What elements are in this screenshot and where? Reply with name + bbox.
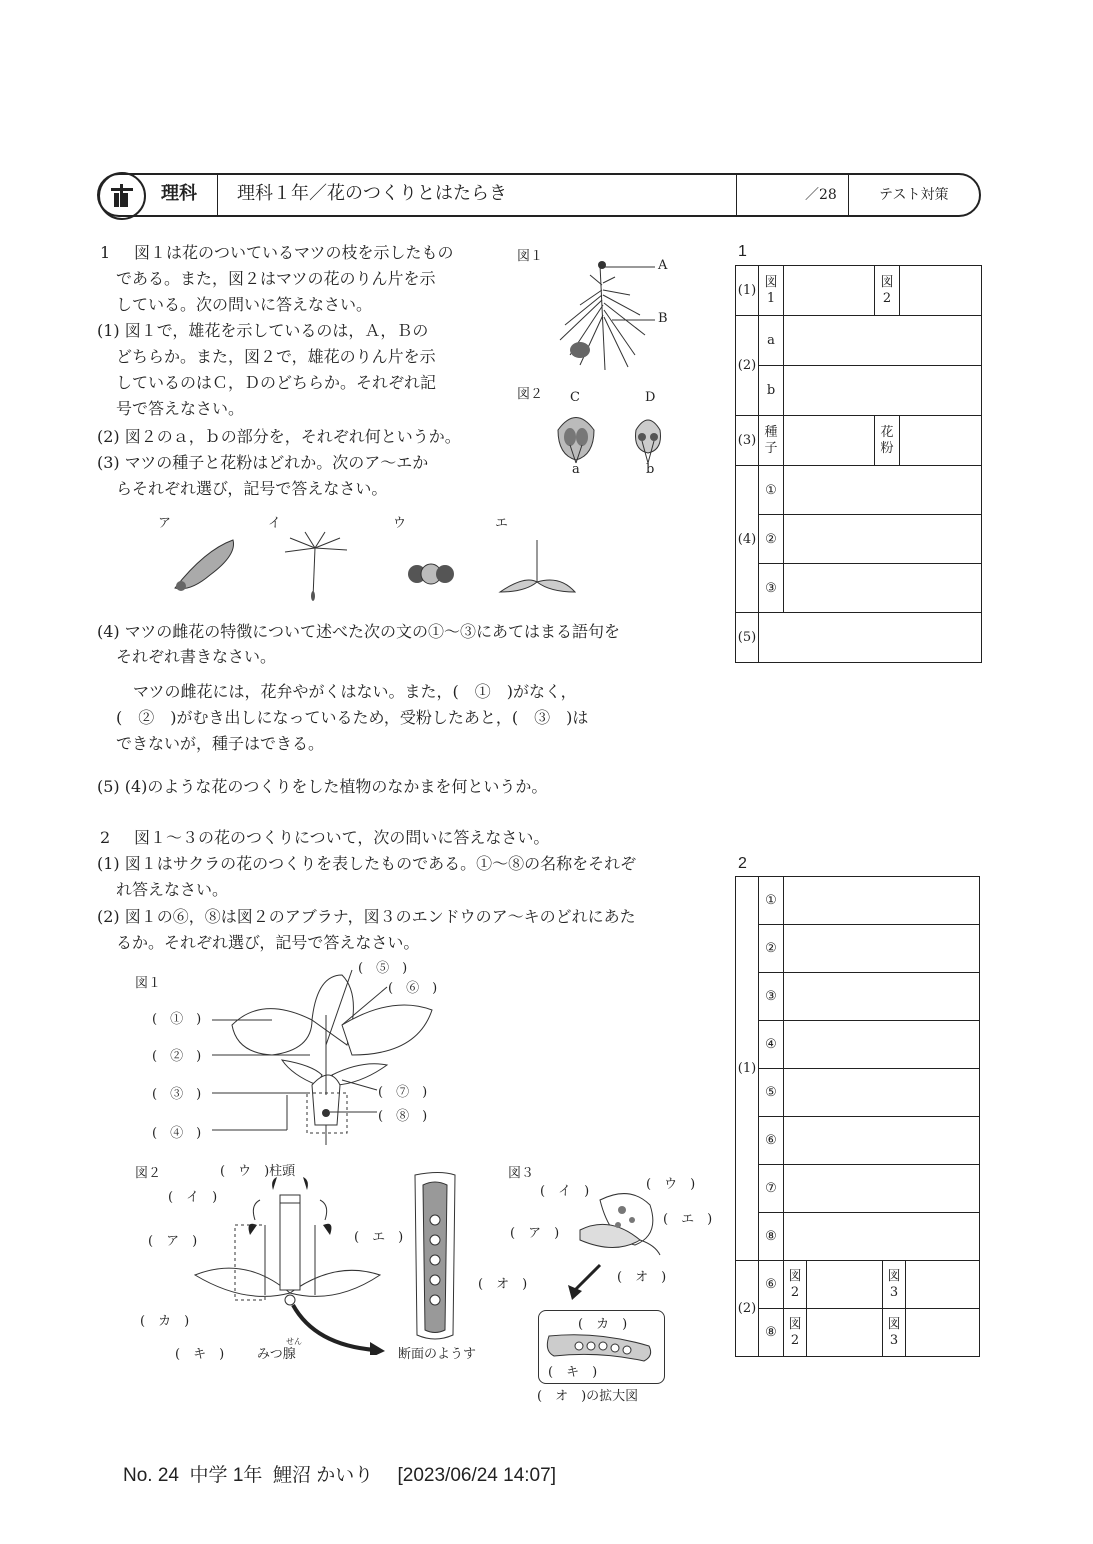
q1-fig1-label: 図１	[517, 249, 544, 264]
a1-fig2-answer[interactable]	[900, 266, 982, 316]
rape-label-ki: ( キ )	[175, 1347, 225, 1362]
page-title: 理科１年／花のつくりとはたらき	[237, 183, 507, 204]
q1-number: 1	[100, 243, 111, 262]
rape-label-ka: ( カ )	[140, 1314, 190, 1329]
q1-p1-2: どちらか。また，図２で，雄花のりん片を示	[116, 347, 436, 366]
choice-a-label: ア	[158, 516, 172, 531]
choice-u-label: ウ	[393, 516, 407, 531]
a2-r2-6-fig2-answer[interactable]	[807, 1261, 883, 1309]
pea-label-ka: ( カ )	[578, 1317, 628, 1332]
q2-p1-2: れ答えなさい。	[116, 880, 229, 899]
cherry-label-8: ( ⑧ )	[378, 1109, 428, 1124]
header-bar	[97, 173, 981, 217]
q1-p5: (5) (4)のような花のつくりをした植物のなかまを何というか。	[97, 777, 548, 796]
cherry-label-4: ( ④ )	[152, 1126, 202, 1141]
a2-r1-8-answer[interactable]	[784, 1213, 980, 1261]
scale-label-C: C	[570, 390, 580, 405]
pea-label-e: ( エ )	[663, 1212, 713, 1227]
a1-r2-label: (2)	[736, 316, 759, 416]
answer1-table: (1) 図 1 図 2 (2) a b (3) 種 子 花 粉 (4) ① ② ③ (5)	[735, 265, 982, 663]
subject-label: 理科	[161, 183, 197, 204]
pine-label-B: B	[658, 311, 668, 326]
a2-r1-1-answer[interactable]	[784, 877, 980, 925]
a1-r1-label: (1)	[736, 266, 759, 316]
q1-p4-text-2: ( ② )がむき出しになっているため，受粉したあと，( ③ )は	[116, 708, 589, 727]
pea-ovary-figure	[539, 1311, 664, 1383]
test-label: テスト対策	[879, 187, 949, 203]
pine-scales-figure	[548, 405, 678, 470]
q2-p2-2: るか。それぞれ選び，記号で答えなさい。	[116, 933, 420, 952]
cherry-label-1: ( ① )	[152, 1012, 202, 1027]
cherry-label-3: ( ③ )	[152, 1087, 202, 1102]
a1-r4-2-answer[interactable]	[784, 515, 982, 564]
rapeseed-flower-figure	[185, 1165, 485, 1355]
a2-r1-3-answer[interactable]	[784, 973, 980, 1021]
a2-r1-5-answer[interactable]	[784, 1069, 980, 1117]
rape-label-cross-section: 断面のようす	[398, 1347, 477, 1362]
a1-r4-3-answer[interactable]	[784, 564, 982, 613]
q2-fig3-label: 図３	[508, 1166, 535, 1181]
pea-label-u: ( ウ )	[646, 1177, 696, 1192]
q2-number: 2	[100, 828, 111, 847]
a2-r2-label: (2)	[736, 1261, 759, 1357]
q1-fig2-label: 図２	[517, 387, 544, 402]
rape-label-e: ( エ )	[354, 1230, 404, 1245]
pea-label-a: ( ア )	[510, 1226, 560, 1241]
footer-info: No. 24 中学 1年 鯉沼 かいり [2023/06/24 14:07]	[123, 1465, 556, 1486]
a2-r1-6-answer[interactable]	[784, 1117, 980, 1165]
a1-r2-b-answer[interactable]	[784, 366, 982, 416]
a2-r1-7-answer[interactable]	[784, 1165, 980, 1213]
scale-label-a: a	[572, 462, 580, 477]
a1-r5-answer[interactable]	[759, 613, 982, 663]
pea-label-o: ( オ )	[617, 1270, 667, 1285]
answer2-title: 2	[738, 855, 747, 872]
q2-fig1-label: 図１	[135, 976, 162, 991]
answer1-title: 1	[738, 243, 747, 260]
q1-intro-2: である。また，図２はマツの花のりん片を示	[116, 269, 436, 288]
rape-label-a: ( ア )	[148, 1234, 198, 1249]
a1-r2-a-answer[interactable]	[784, 316, 982, 366]
rape-label-u: ( ウ )柱頭	[220, 1164, 296, 1179]
pea-flower-figure	[560, 1185, 670, 1310]
q1-p1-3: しているのはＣ，Ｄのどちらか。それぞれ記	[116, 373, 437, 392]
q1-p2: (2) 図２のａ，ｂの部分を，それぞれ何というか。	[97, 427, 461, 446]
answer2-table: (1) ① ② ③ ④ ⑤ ⑥ ⑦ ⑧ (2) ⑥ 図 2 図 3 ⑧ 図 2 図 3	[735, 876, 980, 1357]
cherry-label-2: ( ② )	[152, 1049, 202, 1064]
pea-label-ki: ( キ )	[548, 1365, 598, 1380]
rape-label-i: ( イ )	[168, 1190, 218, 1205]
q2-intro: 図１～３の花のつくりについて，次の問いに答えなさい。	[134, 828, 550, 847]
cherry-label-7: ( ⑦ )	[378, 1085, 428, 1100]
q2-p1-1: (1) 図１はサクラの花のつくりを表したものである。①～⑧の名称をそれぞ	[97, 854, 637, 873]
a1-fig1-answer[interactable]	[784, 266, 875, 316]
q1-p4-1: (4) マツの雌花の特徴について述べた次の文の①～③にあてはまる語句を	[97, 622, 620, 641]
a1-r4-label: (4)	[736, 466, 759, 613]
logo-icon	[98, 172, 146, 220]
a2-r1-4-answer[interactable]	[784, 1021, 980, 1069]
a2-r1-2-answer[interactable]	[784, 925, 980, 973]
scale-label-D: D	[645, 390, 656, 405]
q1-p3-1: (3) マツの種子と花粉はどれか。次のア～エか	[97, 453, 429, 472]
rape-label-o: ( オ )	[478, 1277, 528, 1292]
cherry-label-5: ( ⑤ )	[358, 961, 408, 976]
pea-ovary-enlarged-box	[538, 1310, 665, 1384]
choice-e-label: エ	[495, 516, 509, 531]
q1-p4-text-1: マツの雌花には，花弁やがくはない。また，( ① )がなく，	[133, 682, 577, 701]
a1-seed-answer[interactable]	[784, 416, 875, 466]
a2-r2-8-fig2-answer[interactable]	[807, 1309, 883, 1357]
mitsusen-ruby: せん	[286, 1337, 302, 1346]
q1-p3-2: らそれぞれ選び，記号で答えなさい。	[116, 479, 388, 498]
choice-i-label: イ	[268, 516, 282, 531]
a2-r1-label: (1)	[736, 877, 759, 1261]
q1-intro-1: 図１は花のついているマツの枝を示したもの	[134, 243, 454, 262]
scale-label-b: b	[646, 462, 655, 477]
pine-label-A: A	[658, 258, 668, 273]
a1-r3-label: (3)	[736, 416, 759, 466]
cherry-label-6: ( ⑥ )	[388, 981, 438, 996]
q2-p2-1: (2) 図１の⑥，⑧は図２のアブラナ，図３のエンドウのア～キのどれにあた	[97, 907, 636, 926]
a1-r4-1-answer[interactable]	[784, 466, 982, 515]
q1-p4-text-3: できないが，種子はできる。	[116, 734, 325, 753]
a2-r2-6-fig3-answer[interactable]	[906, 1261, 980, 1309]
rape-label-mitsusen: みつ腺	[257, 1347, 296, 1362]
score-total: ／28	[805, 187, 837, 203]
pea-label-i: ( イ )	[540, 1184, 590, 1199]
seed-pollen-choices-figure	[165, 530, 585, 610]
q1-p4-2: それぞれ書きなさい。	[116, 647, 277, 666]
a2-r2-8-fig3-answer[interactable]	[906, 1309, 980, 1357]
q2-fig2-label: 図２	[135, 1166, 162, 1181]
a1-pollen-answer[interactable]	[900, 416, 982, 466]
pea-label-enlarged: ( オ )の拡大図	[537, 1389, 639, 1404]
q1-p1-1: (1) 図１で，雄花を示しているのは，Ａ，Ｂの	[97, 321, 429, 340]
cherry-flower-figure	[212, 965, 442, 1145]
a1-r5-label: (5)	[736, 613, 759, 663]
q1-p1-4: 号で答えなさい。	[116, 399, 245, 418]
q1-intro-3: している。次の問いに答えなさい。	[116, 295, 373, 314]
